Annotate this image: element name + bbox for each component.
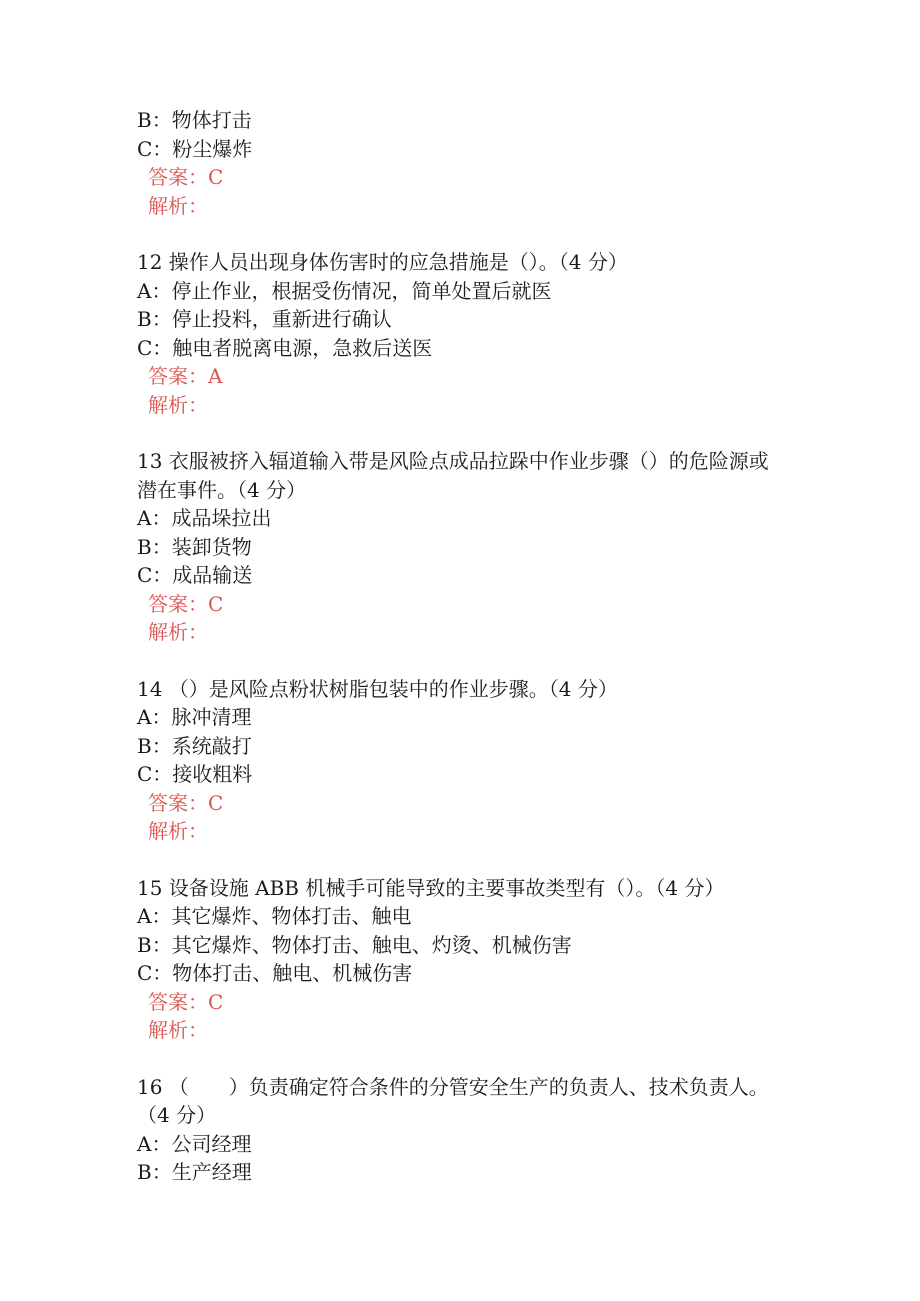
question-partial — [137, 106, 787, 220]
option-c: C：粉尘爆炸 — [137, 136, 253, 161]
option-a: A：公司经理 — [137, 1131, 252, 1156]
question-15 — [137, 874, 787, 1045]
option-a: A：成品垛拉出 — [137, 506, 272, 530]
option-b: B：物体打击 — [137, 108, 252, 132]
question-13 — [137, 447, 787, 647]
spacer — [137, 846, 787, 874]
option-b: B：生产经理 — [137, 1160, 252, 1184]
option-a: A：停止作业，根据受伤情况，简单处置后就医 — [137, 278, 552, 303]
answer-line: 答案：C — [148, 591, 224, 616]
option-b: B：装卸货物 — [137, 534, 252, 559]
question-text: 16 （ ）负责确定符合条件的分管安全生产的负责人、技术负责人。（4 分） — [137, 1074, 769, 1127]
option-c: C：物体打击、触电、机械伤害 — [137, 961, 413, 985]
analysis-line: 解析： — [148, 819, 208, 843]
option-c: C：触电者脱离电源，急救后送医 — [137, 335, 433, 360]
question-text: 13 衣服被挤入辐道输入带是风险点成品拉跺中作业步骤（）的危险源或潜在事件。（4 分） — [137, 449, 769, 502]
question-12 — [137, 248, 787, 419]
question-16 — [137, 1073, 787, 1187]
analysis-line: 解析： — [148, 1018, 208, 1042]
option-b: B：系统敲打 — [137, 733, 252, 758]
answer-line: 答案：A — [148, 364, 223, 388]
spacer — [137, 647, 787, 675]
answer-line: 答案：C — [148, 165, 224, 189]
option-b: B：其它爆炸、物体打击、触电、灼烫、机械伤害 — [137, 932, 572, 957]
spacer — [137, 1045, 787, 1073]
option-c: C：成品输送 — [137, 563, 253, 587]
spacer — [137, 419, 787, 447]
question-text: 14 （）是风险点粉状树脂包装中的作业步骤。（4 分） — [137, 676, 618, 701]
answer-line: 答案：C — [148, 790, 224, 815]
analysis-line: 解析： — [148, 620, 208, 644]
question-text: 12 操作人员出现身体伤害时的应急措施是（）。（4 分） — [137, 250, 628, 274]
option-c: C：接收粗料 — [137, 762, 253, 786]
spacer — [137, 220, 787, 248]
analysis-line: 解析： — [148, 193, 208, 218]
document-page — [137, 106, 787, 1187]
answer-line: 答案：C — [148, 989, 224, 1014]
option-b: B：停止投料，重新进行确认 — [137, 307, 392, 331]
option-a: A：脉冲清理 — [137, 705, 252, 729]
option-a: A：其它爆炸、物体打击、触电 — [137, 904, 412, 928]
question-text: 15 设备设施 ABB 机械手可能导致的主要事故类型有（）。（4 分） — [137, 875, 725, 900]
question-14 — [137, 675, 787, 846]
analysis-line: 解析： — [148, 392, 208, 417]
